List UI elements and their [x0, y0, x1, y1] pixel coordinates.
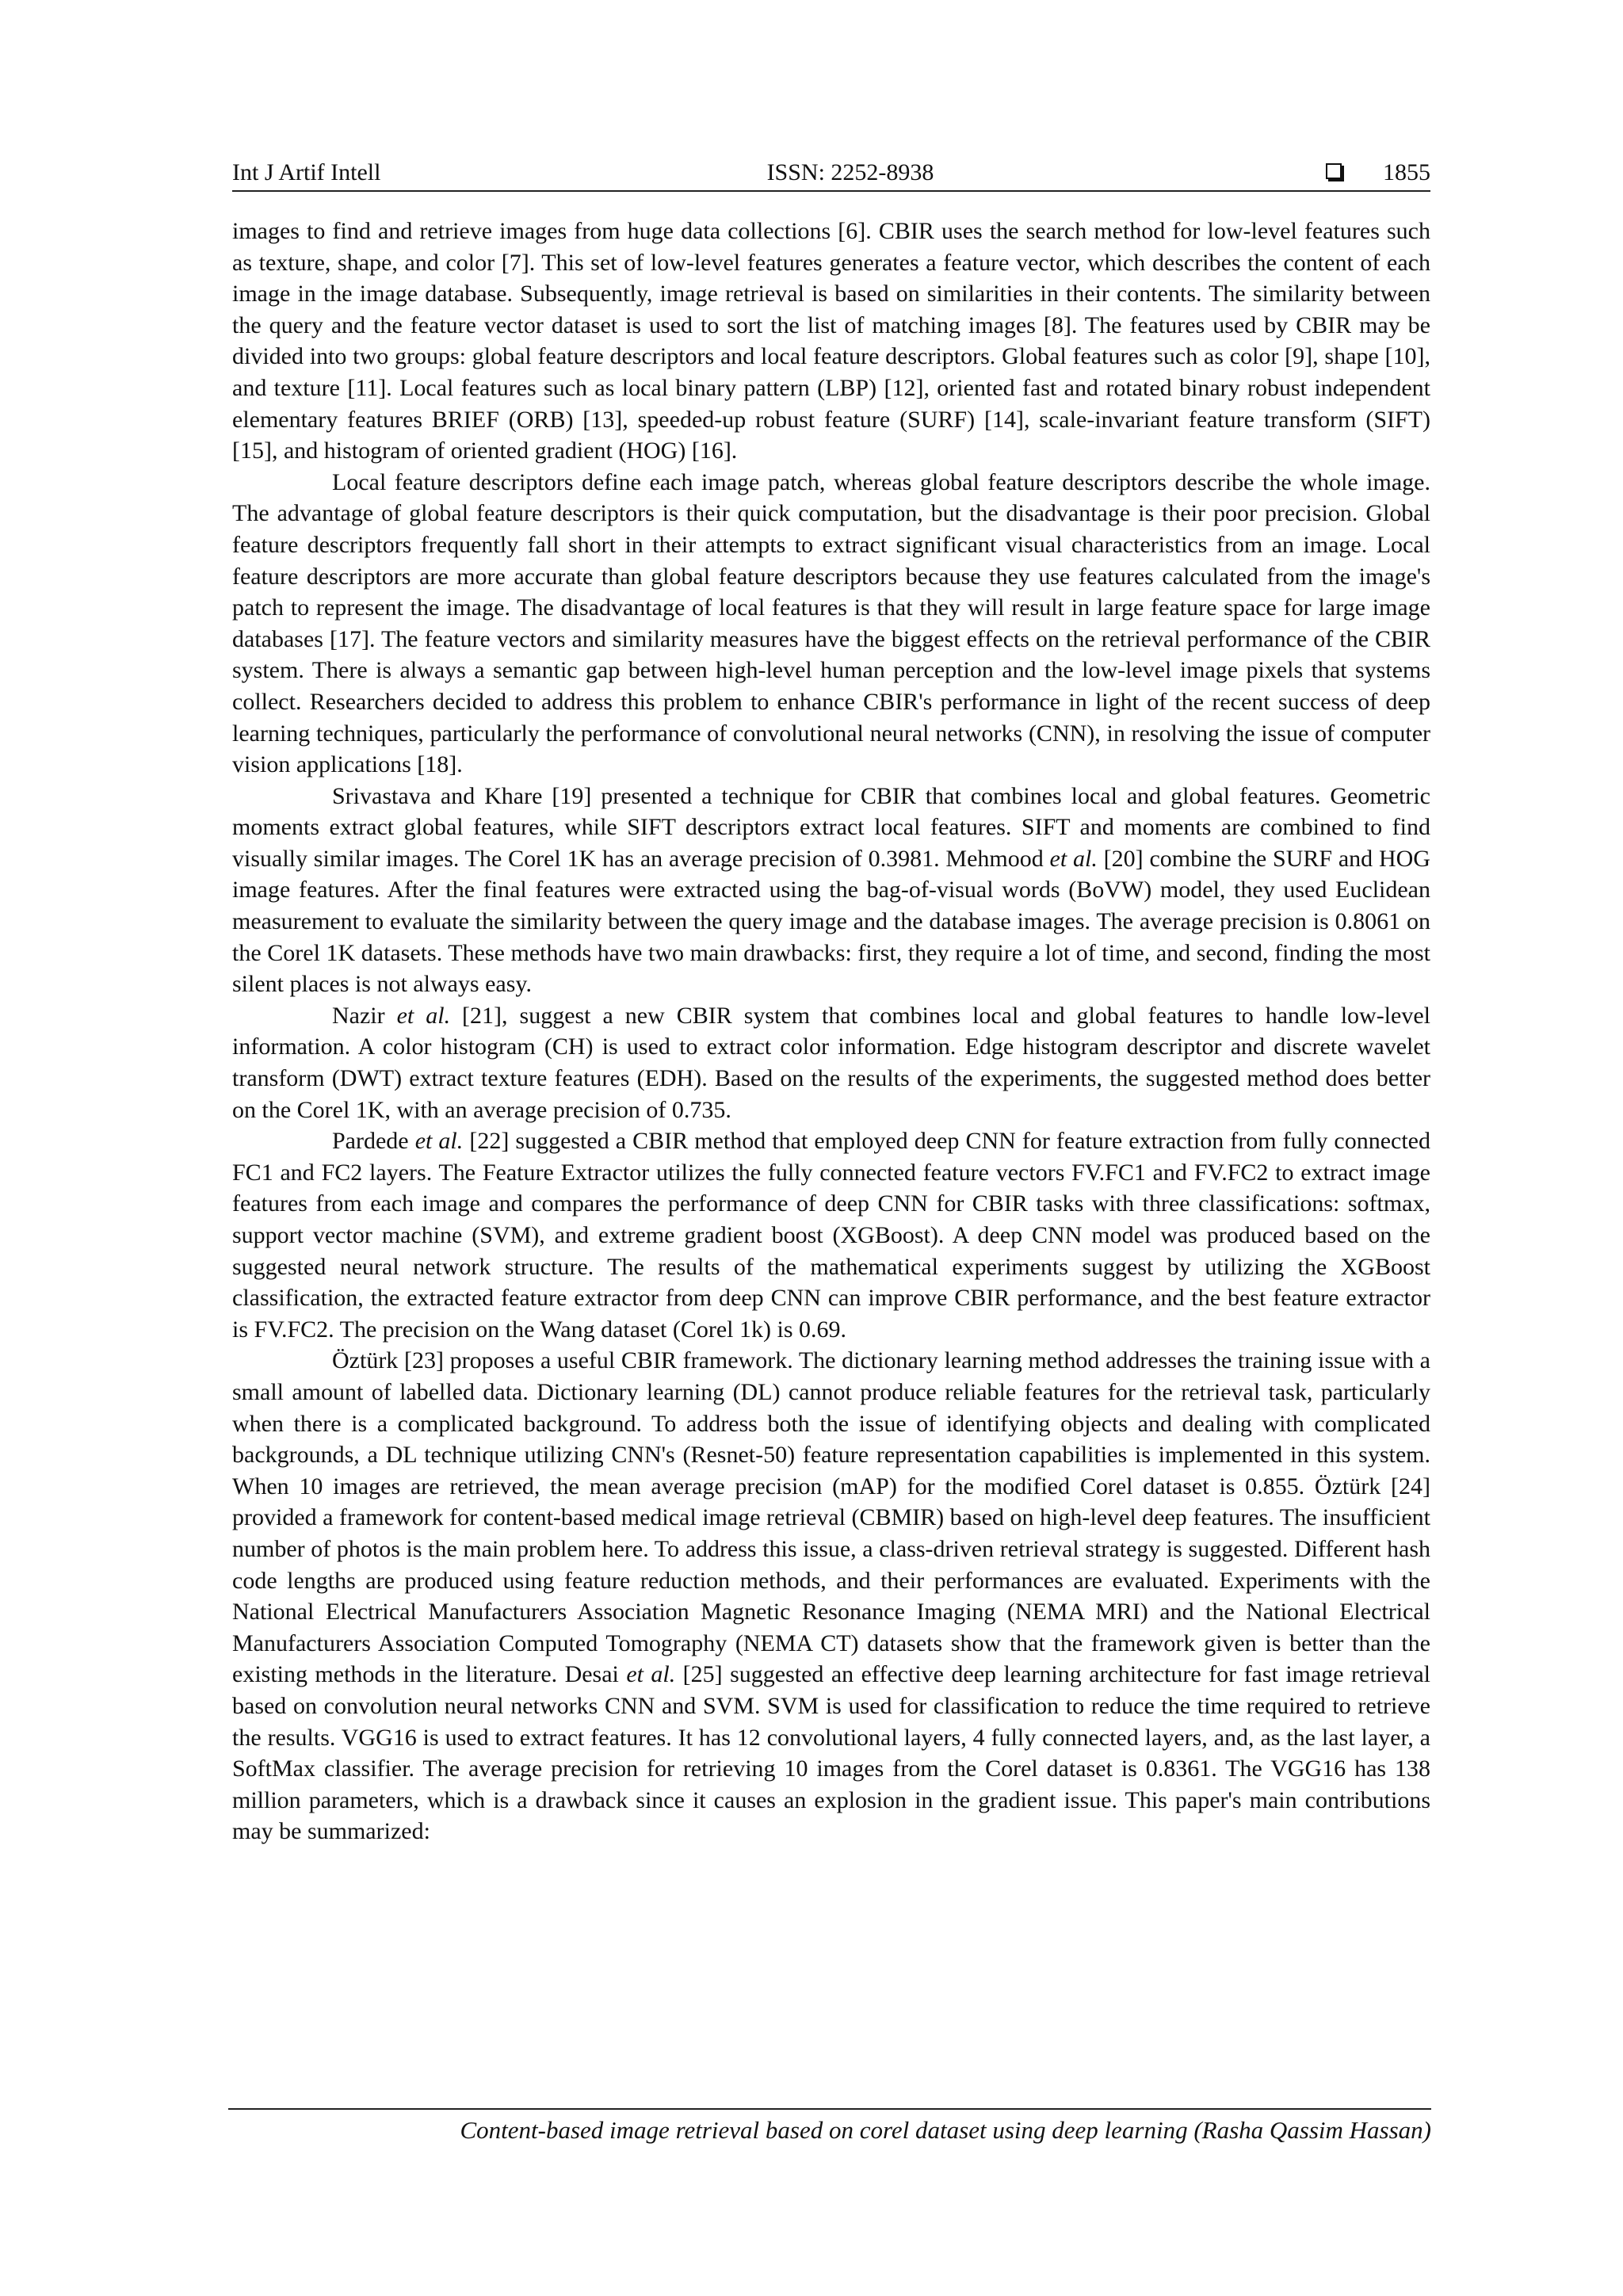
- italic-text: et al.: [414, 1128, 464, 1155]
- italic-text: et al.: [1049, 845, 1098, 872]
- paragraph-text: images to find and retrieve images from huge data collections [6]. CBIR uses the search method for low-level features such as texture, shape, and color [7]. This set of low-level features generates a feature vector, which describes the content of each image in the image database. Subsequently, image retrieval is based on similarities in their contents. The similarity between the query and the feature vector dataset is used to sort the list of matching images [8]. The features used by CBIR may be divided into two groups: global feature descriptors and local feature descriptors. Global features such as color [9], shape [10], and texture [11]. Local features such as local binary pattern (LBP) [12], oriented fast and rotated binary robust independent elementary features BRIEF (ORB) [13], speeded-up robust feature (SURF) [14], scale-invariant feature transform (SIFT) [15], and histogram of oriented gradient (HOG) [16].: [232, 218, 1430, 464]
- paragraph-text: Pardede: [332, 1128, 415, 1155]
- square-box-icon: [1326, 163, 1342, 179]
- italic-text: et al.: [626, 1661, 676, 1688]
- paragraph: [232, 1125, 1430, 1345]
- paragraph-text: Nazir: [332, 1002, 397, 1029]
- paragraph: [232, 1345, 1430, 1847]
- paragraph-text: [21], suggest a new CBIR system that combines local and global features to handle low-level information. A color histogram (CH) is used to extract color information. Edge histogram descriptor and discrete wavelet transform (DWT) extract texture features (EDH). Based on the results of the experiments, the suggested method does better on the Corel 1K, with an average precision of 0.735.: [232, 1002, 1430, 1123]
- paragraph-text: Öztürk [23] proposes a useful CBIR framework. The dictionary learning method addresses the training issue with a small amount of labelled data. Dictionary learning (DL) cannot produce reliable features for the retrieval task, particularly when there is a complicated background. To address both the issue of identifying objects and dealing with complicated backgrounds, a DL technique utilizing CNN's (Resnet-50) feature representation capabilities is implemented in this system. When 10 images are retrieved, the mean average precision (mAP) for the modified Corel dataset is 0.855. Öztürk [24] provided a framework for content-based medical image retrieval (CBMIR) based on high-level deep features. The insufficient number of photos is the main problem here. To address this issue, a class-driven retrieval strategy is suggested. Different hash code lengths are produced using feature reduction methods, and their performances are evaluated. Experiments with the National Electrical Manufacturers Association Magnetic Resonance Imaging (NEMA MRI) and the National Electrical Manufacturers Association Computed Tomography (NEMA CT) datasets show that the framework given is better than the existing methods in the literature. Desai: [232, 1347, 1430, 1688]
- paragraph-text: Srivastava and Khare [19] presented a technique for CBIR that combines local and global features. Geometric moments extract global features, while SIFT descriptors extract local features. SIFT and moments are combined to find visually similar images. The Corel 1K has an average precision of 0.3981. Mehmood: [232, 782, 1430, 872]
- paragraph: [232, 467, 1430, 781]
- paragraph-text: [25] suggested an effective deep learning architecture for fast image retrieval based on convolution neural networks CNN and SVM. SVM is used for classification to reduce the time required to retrieve the results. VGG16 is used to extract features. It has 12 convolutional layers, 4 fully connected layers, and, as the last layer, a SoftMax classifier. The average precision for retrieving 10 images from the Corel dataset is 0.8361. The VGG16 has 138 million parameters, which is a drawback since it causes an explosion in the gradient issue. This paper's main contributions may be summarized:: [232, 1661, 1430, 1845]
- issn-label: ISSN: 2252-8938: [766, 159, 934, 185]
- body-text: [232, 216, 1430, 1847]
- paragraph-text: Local feature descriptors define each image patch, whereas global feature descriptors describe the whole image. The advantage of global feature descriptors is their quick computation, but the disadvantage is their poor precision. Global feature descriptors frequently fall short in their attempts to extract significant visual characteristics from an image. Local feature descriptors are more accurate than global feature descriptors because they use features calculated from the image's patch to represent the image. The disadvantage of local features is that they will result in large feature space for large image databases [17]. The feature vectors and similarity measures have the biggest effects on the retrieval performance of the CBIR system. There is always a semantic gap between high-level human perception and the low-level image pixels that systems collect. Researchers decided to address this problem to enhance CBIR's performance in light of the recent success of deep learning techniques, particularly the performance of convolutional neural networks (CNN), in resolving the issue of computer vision applications [18].: [232, 468, 1430, 778]
- italic-text: et al.: [396, 1002, 451, 1029]
- journal-name: Int J Artif Intell: [232, 159, 381, 185]
- paragraph-text: [20] combine the SURF and HOG image features. After the final features were extracted using the bag-of-visual words (BoVW) model, they used Euclidean measurement to evaluate the similarity between the query image and the database images. The average precision is 0.8061 on the Corel 1K datasets. These methods have two main drawbacks: first, they require a lot of time, and second, finding the most silent places is not always easy.: [232, 845, 1430, 998]
- paragraph: [232, 781, 1430, 1000]
- page-number: 1855: [1383, 159, 1430, 185]
- paragraph: [232, 1000, 1430, 1125]
- page-footer: [228, 2108, 1431, 2146]
- page-header: [232, 155, 1430, 192]
- paragraph: [232, 216, 1430, 467]
- paragraph-text: [22] suggested a CBIR method that employed deep CNN for feature extraction from fully connected FC1 and FC2 layers. The Feature Extractor utilizes the fully connected feature vectors FV.FC1 and FV.FC2 to extract image features from each image and compares the performance of deep CNN for CBIR tasks with three classifications: softmax, support vector machine (SVM), and extreme gradient boost (XGBoost). A deep CNN model was produced based on the suggested neural network structure. The results of the mathematical experiments suggest by utilizing the XGBoost classification, the extracted feature extractor from deep CNN can improve CBIR performance, and the best feature extractor is FV.FC2. The precision on the Wang dataset (Corel 1k) is 0.69.: [232, 1128, 1430, 1343]
- footer-citation: Content-based image retrieval based on corel dataset using deep learning (Rasha Qassim Hassan): [460, 2116, 1431, 2144]
